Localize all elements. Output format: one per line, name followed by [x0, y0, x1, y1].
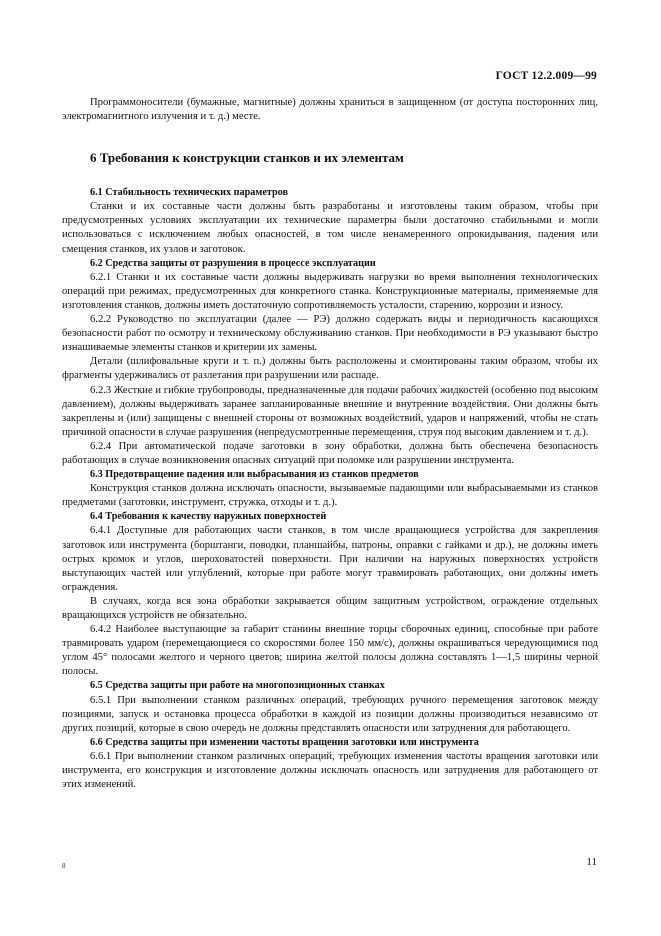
subsection-heading-6-6: 6.6 Средства защиты при изменении частоты вращения заготовки или инструмента [90, 736, 479, 748]
paragraph-6-4-1: 6.4.1 Доступные для работающих части станков, в том числе вращающиеся устройства для закрепления заготовок или инструмента (борштанги, поводки, планшайбы, патроны, оправки с гайками и др.), не должны иметь острых кромок и углов, шероховатостей поверхности. При наличии на наружных поверхностях устройств выступающих частей или углублений, которые при работе могут травмировать работающих, они должны иметь ограждения. [62, 525, 598, 593]
intro-paragraph: Программоносители (бумажные, магнитные) должны храниться в защищенном (от доступа посторонних лиц, электромагнитного излучения и т. д.) месте. [62, 97, 598, 123]
paragraph-6-4-1-note: В случаях, когда вся зона обработки закрывается общим защитным устройством, ограждение отдельных вращающихся устройств не обязательно. [62, 595, 598, 621]
paragraph-6-2-2-details: Детали (шлифовальные круги и т. п.) должны быть расположены и смонтированы таким образом, чтобы их фрагменты удерживались от разлетания при разрушении или распаде. [62, 356, 598, 382]
section-title: 6 Требования к конструкции станков и их элементам [90, 150, 404, 166]
footer-mark: 8 [62, 862, 66, 870]
paragraph-6-2-2: 6.2.2 Руководство по эксплуатации (далее — РЭ) должно содержать виды и периодичность касающихся безопасности работ по осмотру и техническому обслуживанию станков. При необходимости в РЭ указывают быстро изнашиваемые элементы станков и критерии их замены. [62, 314, 598, 354]
paragraph-6-2-3: 6.2.3 Жесткие и гибкие трубопроводы, предназначенные для подачи рабочих жидкостей (особенно под высоким давлением), должны выдерживать заранее запланированные внешние и внутренние воздействия. Они должны быть закреплены и (или) защищены с внешней стороны от возможных воздействий, ударов и напряжений, чтобы не стать причиной опасности в случае разрушения (непредусмотренные перемещения, струя под высоким давлением и т. д.). [62, 384, 598, 438]
standard-header: ГОСТ 12.2.009—99 [495, 70, 597, 82]
paragraph-6-1: Станки и их составные части должны быть разработаны и изготовлены таким образом, чтобы при предусмотренных условиях эксплуатации их технические параметры были достаточно стабильными и могли использоваться с исключением любых опасностей, в том числе ненамеренного опрокидывания, падения или смещения станков, их узлов и заготовок. [62, 201, 598, 255]
paragraph-6-2-4: 6.2.4 При автоматической подаче заготовки в зону обработки, должна быть обеспечена безопасность работающих в случае возникновения опасных ситуаций при поломке или разрушении инструмента. [62, 440, 598, 466]
subsection-heading-6-1: 6.1 Стабильность технических параметров [90, 187, 288, 199]
paragraph-6-3: Конструкция станков должна исключать опасности, вызываемые падающими или выбрасываемыми из станков предметами (заготовки, инструмент, стружка, отходы и т. д.). [62, 483, 598, 509]
page-number: 11 [586, 856, 597, 868]
subsection-heading-6-4: 6.4 Требования к качеству наружных поверхностей [90, 511, 327, 523]
paragraph-6-5-1: 6.5.1 При выполнении станком различных операций, требующих ручного перемещения заготовок между позициями, запуск и остановка процесса обработки в каждой из позиции должны производиться независимо от других позиций, которые в свою очередь не должны представлять опасности или затруднения для работающего. [62, 694, 598, 734]
subsection-heading-6-2: 6.2 Средства защиты от разрушения в процессе эксплуатации [90, 257, 376, 269]
paragraph-6-2-1: 6.2.1 Станки и их составные части должны выдерживать нагрузки во время выполнения технологических операций при режимах, предусмотренных для конкретного станка. Конструкционные материалы, применяемые для изготовления станков, должны иметь достаточную сопротивляемость усталости, старению, коррозии и износу. [62, 271, 598, 311]
subsection-heading-6-5: 6.5 Средства защиты при работе на многопозиционных станках [90, 680, 385, 692]
paragraph-6-6-1: 6.6.1 При выполнении станком различных операций, требующих изменения частоты вращения заготовки или инструмента, его конструкция и изготовление должны исключать опасность или затруднения для работающего от этих изменений. [62, 750, 598, 791]
subsection-heading-6-3: 6.3 Предотвращение падения или выбрасывания из станков предметов [90, 469, 419, 481]
paragraph-6-4-2: 6.4.2 Наиболее выступающие за габарит станины внешние торцы сборочных единиц, способные при работе травмировать ударом (перемещающиеся со скоростями более 150 мм/с), должны окрашиваться чередующимися под углом 45° полосами желтого и черного цветов; ширина желтой полосы должна составлять 1—1,5 ширины черной полосы. [62, 624, 598, 678]
document-body [62, 96, 598, 792]
